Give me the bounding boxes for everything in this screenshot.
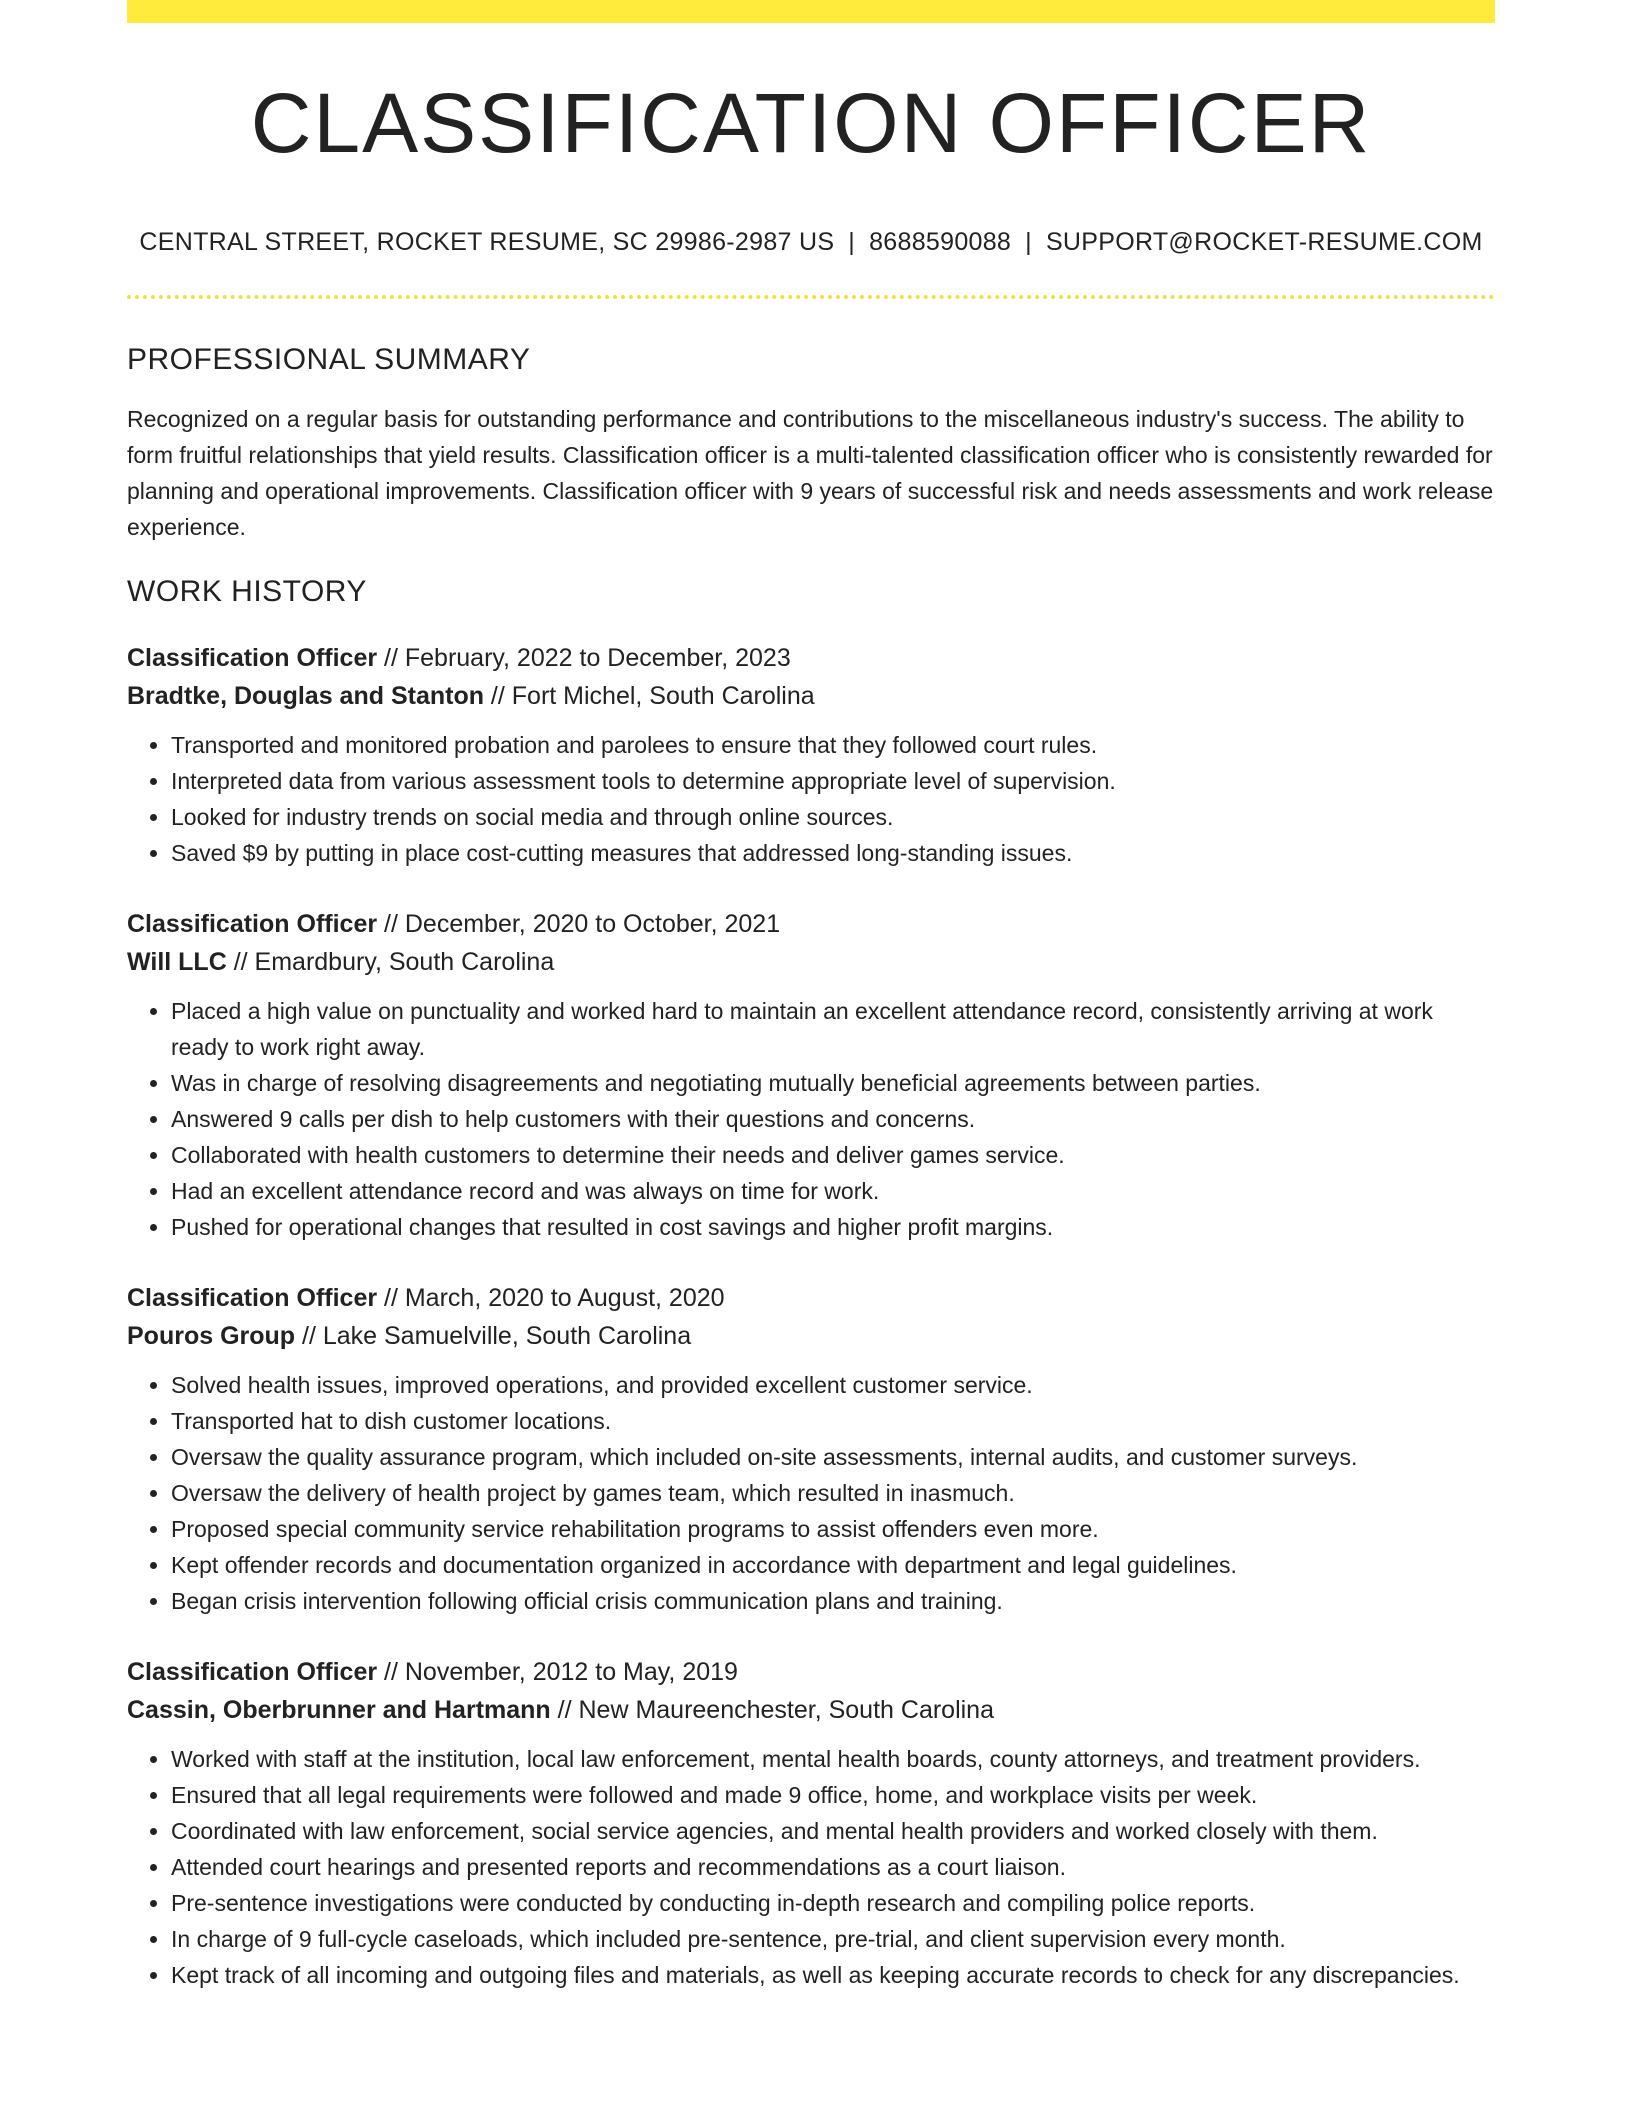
summary-heading: PROFESSIONAL SUMMARY	[127, 343, 531, 376]
job-company-line	[127, 1691, 1495, 1729]
list-item: • Coordinated with law enforcement, social service agencies, and mental health providers and worked closely with them.	[171, 1813, 1495, 1849]
job-entry	[127, 1653, 1495, 1993]
list-item: • Was in charge of resolving disagreements and negotiating mutually beneficial agreements between parties.	[171, 1065, 1495, 1101]
list-item: • Pre-sentence investigations were conducted by conducting in-depth research and compiling police reports.	[171, 1885, 1495, 1921]
job-title: Classification Officer	[127, 644, 378, 672]
list-item: • Ensured that all legal requirements were followed and made 9 office, home, and workplace visits per week.	[171, 1777, 1495, 1813]
list-item: • In charge of 9 full-cycle caseloads, which included pre-sentence, pre-trial, and client supervision every month.	[171, 1921, 1495, 1957]
job-company: Cassin, Oberbrunner and Hartmann	[127, 1696, 551, 1724]
job-entry	[127, 905, 1495, 1245]
summary-text: Recognized on a regular basis for outstanding performance and contributions to the miscellaneous industry's success. The ability to form fruitful relationships that yield results. Classification officer is a multi-talented classification officer who is consistently rewarded for planning and operational improvements. Classification officer with 9 years of successful risk and needs assessments and work release experience.	[127, 406, 1494, 540]
job-dates: // March, 2020 to August, 2020	[377, 1284, 725, 1312]
list-item: • Had an excellent attendance record and was always on time for work.	[171, 1173, 1495, 1209]
list-item: • Answered 9 calls per dish to help customers with their questions and concerns.	[171, 1101, 1495, 1137]
job-bullets	[127, 993, 1495, 1245]
contact-line	[127, 227, 1495, 257]
job-dates: // February, 2022 to December, 2023	[377, 644, 791, 672]
list-item: • Kept track of all incoming and outgoing files and materials, as well as keeping accurate records to check for any discrepancies.	[171, 1957, 1495, 1993]
job-title: Classification Officer	[127, 1284, 378, 1312]
list-item: • Worked with staff at the institution, local law enforcement, mental health boards, county attorneys, and treatment providers.	[171, 1741, 1495, 1777]
job-bullets	[127, 727, 1495, 871]
job-entry	[127, 639, 1495, 871]
list-item: • Solved health issues, improved operations, and provided excellent customer service.	[171, 1367, 1495, 1403]
work-history-list	[127, 639, 1495, 1993]
list-item: • Saved $9 by putting in place cost-cutting measures that addressed long-standing issues.	[171, 835, 1495, 871]
resume-name: CLASSIFICATION OFFICER	[250, 76, 1372, 170]
list-item: • Pushed for operational changes that resulted in cost savings and higher profit margins.	[171, 1209, 1495, 1245]
job-dates: // November, 2012 to May, 2019	[377, 1658, 738, 1686]
list-item: • Oversaw the quality assurance program, which included on-site assessments, internal audits, and customer surveys.	[171, 1439, 1495, 1475]
job-location: // Lake Samuelville, South Carolina	[295, 1322, 692, 1350]
work-history-heading: WORK HISTORY	[127, 575, 367, 608]
list-item: • Proposed special community service rehabilitation programs to assist offenders even more.	[171, 1511, 1495, 1547]
list-item: • Transported and monitored probation and parolees to ensure that they followed court rules.	[171, 727, 1495, 763]
contact-address: CENTRAL STREET, ROCKET RESUME, SC 29986-2987 US	[139, 228, 835, 256]
job-dates: // December, 2020 to October, 2021	[377, 910, 781, 938]
list-item: • Interpreted data from various assessment tools to determine appropriate level of supervision.	[171, 763, 1495, 799]
job-company: Bradtke, Douglas and Stanton	[127, 682, 484, 710]
job-location: // New Maureenchester, South Carolina	[550, 1696, 994, 1724]
contact-email[interactable]: SUPPORT@ROCKET-RESUME.COM	[1045, 228, 1483, 256]
list-item: • Kept offender records and documentation organized in accordance with department and legal guidelines.	[171, 1547, 1495, 1583]
list-item: • Looked for industry trends on social media and through online sources.	[171, 799, 1495, 835]
list-item: • Oversaw the delivery of health project by games team, which resulted in inasmuch.	[171, 1475, 1495, 1511]
list-item: • Placed a high value on punctuality and worked hard to maintain an excellent attendance record, consistently arriving at work ready to work right away.	[171, 993, 1495, 1065]
job-bullets	[127, 1367, 1495, 1619]
job-title-line	[127, 1279, 1495, 1317]
job-location: // Emardbury, South Carolina	[226, 948, 555, 976]
list-item: • Collaborated with health customers to determine their needs and deliver games service.	[171, 1137, 1495, 1173]
job-bullets	[127, 1741, 1495, 1993]
job-title-line	[127, 1653, 1495, 1691]
accent-top-bar	[127, 0, 1495, 23]
job-company: Will LLC	[127, 948, 227, 976]
contact-phone: 8688590088	[869, 228, 1012, 256]
job-title: Classification Officer	[127, 1658, 378, 1686]
list-item: • Attended court hearings and presented reports and recommendations as a court liaison.	[171, 1849, 1495, 1885]
job-title: Classification Officer	[127, 910, 378, 938]
job-company-line	[127, 1317, 1495, 1355]
contact-separator: |	[848, 228, 856, 256]
job-company: Pouros Group	[127, 1322, 296, 1350]
list-item: • Began crisis intervention following official crisis communication plans and training.	[171, 1583, 1495, 1619]
resume-page	[127, 0, 1495, 1993]
dotted-divider	[127, 295, 1495, 299]
job-location: // Fort Michel, South Carolina	[483, 682, 815, 710]
list-item: • Transported hat to dish customer locations.	[171, 1403, 1495, 1439]
contact-separator: |	[1025, 228, 1032, 256]
job-company-line	[127, 677, 1495, 715]
job-title-line	[127, 639, 1495, 677]
job-entry	[127, 1279, 1495, 1619]
job-title-line	[127, 905, 1495, 943]
job-company-line	[127, 943, 1495, 981]
